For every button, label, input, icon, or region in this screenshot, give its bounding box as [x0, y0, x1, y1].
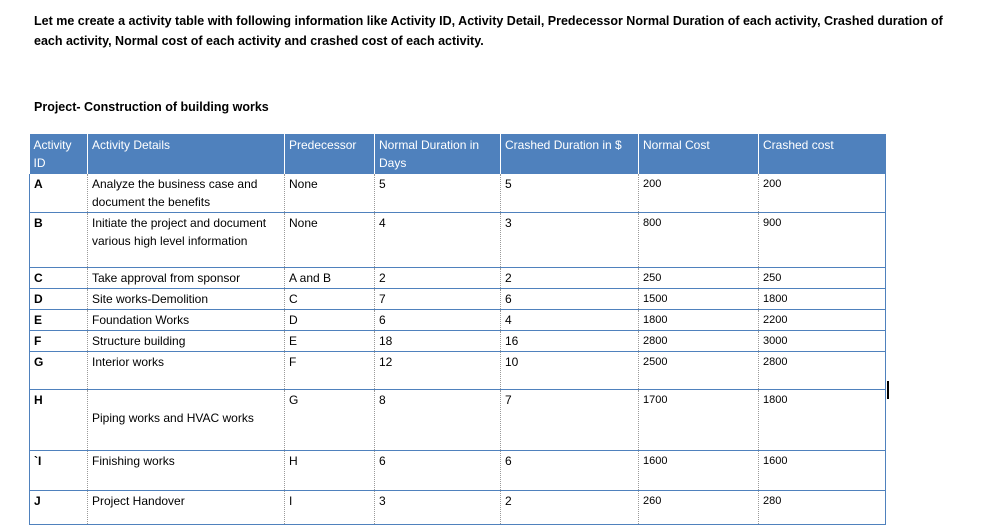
table-row	[30, 331, 886, 352]
cell-activity-detail: Finishing works	[88, 451, 285, 491]
cell-crashed-cost: 2800	[759, 352, 886, 390]
cell-normal-cost: 1600	[639, 451, 759, 491]
cell-normal-cost: 1500	[639, 289, 759, 310]
cell-crashed-duration: 16	[501, 331, 639, 352]
cell-normal-duration: 2	[375, 268, 501, 289]
cell-normal-cost: 260	[639, 491, 759, 525]
cell-crashed-duration: 6	[501, 451, 639, 491]
cell-activity-detail: Foundation Works	[88, 310, 285, 331]
cell-normal-duration: 5	[375, 174, 501, 213]
cell-normal-duration: 8	[375, 390, 501, 451]
cell-predecessor: F	[285, 352, 375, 390]
cell-activity-detail: Initiate the project and document various high level information	[88, 213, 285, 268]
cell-predecessor: H	[285, 451, 375, 491]
cell-crashed-cost: 280	[759, 491, 886, 525]
cell-normal-cost: 800	[639, 213, 759, 268]
table-row	[30, 352, 886, 390]
cell-normal-cost: 1800	[639, 310, 759, 331]
cell-crashed-duration: 7	[501, 390, 639, 451]
cell-predecessor: A and B	[285, 268, 375, 289]
cell-activity-id: `I	[30, 451, 88, 491]
cell-crashed-cost: 2200	[759, 310, 886, 331]
cell-crashed-duration: 6	[501, 289, 639, 310]
cell-normal-duration: 6	[375, 310, 501, 331]
table-header-row	[30, 134, 886, 174]
cell-activity-id: C	[30, 268, 88, 289]
cell-activity-detail: Interior works	[88, 352, 285, 390]
header-activity-id: Activity ID	[30, 134, 88, 174]
cell-activity-detail: Structure building	[88, 331, 285, 352]
cell-crashed-duration: 5	[501, 174, 639, 213]
cell-crashed-duration: 3	[501, 213, 639, 268]
cell-predecessor: C	[285, 289, 375, 310]
cell-normal-duration: 4	[375, 213, 501, 268]
table-row	[30, 390, 886, 451]
cell-normal-duration: 3	[375, 491, 501, 525]
text-cursor	[887, 381, 889, 399]
header-activity-details: Activity Details	[88, 134, 285, 174]
cell-crashed-duration: 4	[501, 310, 639, 331]
table-row	[30, 491, 886, 525]
cell-normal-cost: 1700	[639, 390, 759, 451]
cell-activity-detail	[88, 390, 285, 451]
cell-activity-id: F	[30, 331, 88, 352]
cell-predecessor: E	[285, 331, 375, 352]
header-predecessor: Predecessor	[285, 134, 375, 174]
cell-activity-id: H	[30, 390, 88, 451]
cell-activity-id: G	[30, 352, 88, 390]
table-row	[30, 213, 886, 268]
cell-activity-detail: Site works-Demolition	[88, 289, 285, 310]
cell-crashed-cost: 250	[759, 268, 886, 289]
activity-detail-text: Piping works and HVAC works	[92, 411, 254, 425]
table-row	[30, 174, 886, 213]
cell-normal-cost: 250	[639, 268, 759, 289]
cell-normal-duration: 6	[375, 451, 501, 491]
cell-predecessor: None	[285, 174, 375, 213]
cell-predecessor: I	[285, 491, 375, 525]
table-row	[30, 451, 886, 491]
cell-crashed-cost: 1800	[759, 289, 886, 310]
cell-normal-duration: 7	[375, 289, 501, 310]
cell-normal-duration: 12	[375, 352, 501, 390]
header-normal-cost: Normal Cost	[639, 134, 759, 174]
cell-crashed-duration: 2	[501, 268, 639, 289]
cell-crashed-cost: 1600	[759, 451, 886, 491]
intro-paragraph: Let me create a activity table with following information like Activity ID, Activity Detail, Predecessor Normal Duration of each activity, Crashed duration of each activity, Normal cost of each activity and crashed cost of each activity.	[34, 14, 943, 48]
cell-activity-id: A	[30, 174, 88, 213]
cell-activity-id: E	[30, 310, 88, 331]
table-row	[30, 268, 886, 289]
cell-crashed-cost: 1800	[759, 390, 886, 451]
cell-normal-duration: 18	[375, 331, 501, 352]
cell-normal-cost: 200	[639, 174, 759, 213]
activity-table	[29, 134, 886, 525]
cell-activity-id: D	[30, 289, 88, 310]
cell-crashed-duration: 10	[501, 352, 639, 390]
header-normal-duration: Normal Duration in Days	[375, 134, 501, 174]
cell-crashed-cost: 3000	[759, 331, 886, 352]
header-crashed-cost: Crashed cost	[759, 134, 886, 174]
cell-activity-id: J	[30, 491, 88, 525]
cell-activity-detail: Take approval from sponsor	[88, 268, 285, 289]
cell-normal-cost: 2500	[639, 352, 759, 390]
cell-activity-detail: Analyze the business case and document the benefits	[88, 174, 285, 213]
cell-activity-detail: Project Handover	[88, 491, 285, 525]
cell-crashed-duration: 2	[501, 491, 639, 525]
cell-crashed-cost: 900	[759, 213, 886, 268]
cell-predecessor: G	[285, 390, 375, 451]
cell-predecessor: D	[285, 310, 375, 331]
table-row	[30, 310, 886, 331]
header-crashed-duration: Crashed Duration in $	[501, 134, 639, 174]
cell-normal-cost: 2800	[639, 331, 759, 352]
cell-activity-id: B	[30, 213, 88, 268]
cell-predecessor: None	[285, 213, 375, 268]
project-title: Project- Construction of building works	[34, 100, 269, 114]
cell-crashed-cost: 200	[759, 174, 886, 213]
table-row	[30, 289, 886, 310]
